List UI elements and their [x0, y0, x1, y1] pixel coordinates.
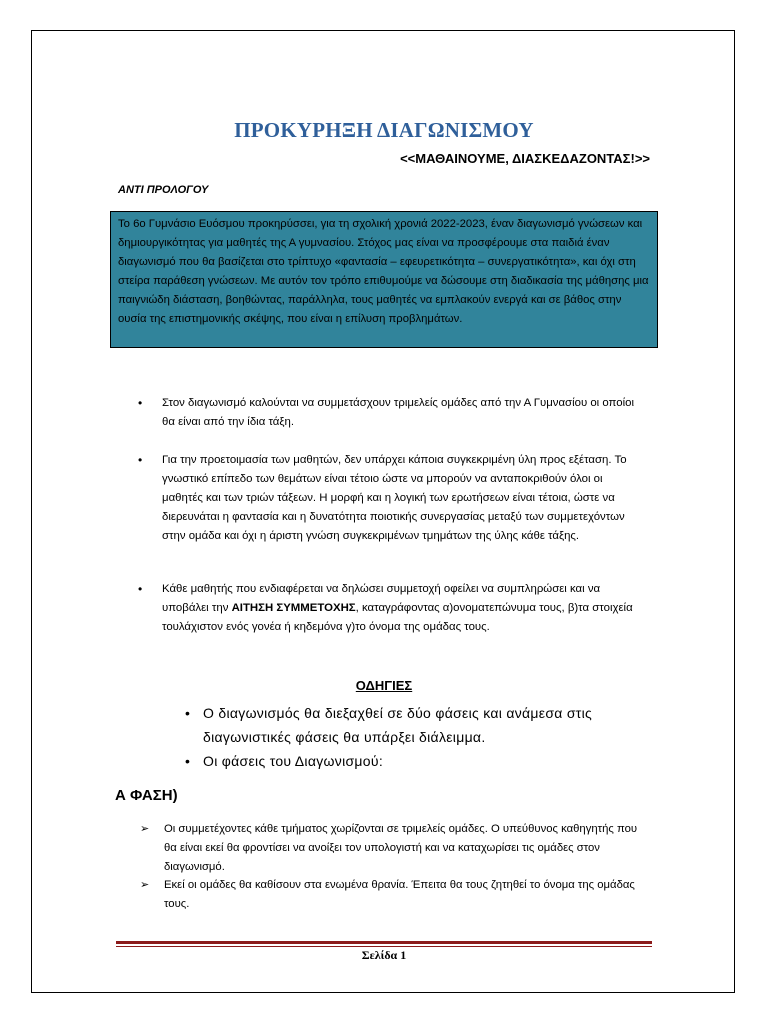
list-item-text: Ο διαγωνισμός θα διεξαχθεί σε δύο φάσεις και ανάμεσα στις διαγωνιστικές φάσεις θα υπάρξει διάλειμμα.: [203, 705, 593, 745]
instructions-list-2: [185, 749, 655, 773]
arrow-bullet-icon: ➢: [140, 879, 150, 891]
list-item: [120, 580, 640, 637]
list-item: [140, 876, 640, 914]
preface-heading: ΑΝΤΙ ΠΡΟΛΟΓΟΥ: [118, 184, 209, 196]
list-item-text: Οι φάσεις του Διαγωνισμού:: [203, 753, 384, 769]
bullet-list-3: [120, 580, 640, 637]
list-item: [185, 749, 655, 773]
list-item: [120, 451, 640, 546]
bullet-icon: •: [185, 753, 191, 769]
application-form-label: ΑΙΤΗΣΗ ΣΥΜΜΕΤΟΧΗΣ: [231, 602, 356, 614]
arrow-bullet-icon: ➢: [140, 823, 150, 835]
page-title: ΠΡΟΚΥΡΗΞΗ ΔΙΑΓΩΝΙΣΜΟΥ: [234, 118, 534, 142]
instructions-list-1: [185, 701, 655, 749]
bullet-list-1: [120, 394, 640, 432]
instructions-heading: ΟΔΗΓΙΕΣ: [355, 678, 413, 693]
list-item-text: Εκεί οι ομάδες θα καθίσουν στα ενωμένα θρανία. Έπειτα θα τους ζητηθεί το όνομα της ομάδας τους.: [164, 879, 635, 910]
phase-a-list-2: [140, 876, 640, 914]
phase-a-list-1: [140, 820, 640, 877]
intro-text-box: [110, 211, 658, 348]
bullet-icon: •: [138, 453, 143, 467]
list-item: [120, 394, 640, 432]
bullet-list-2: [120, 451, 640, 546]
list-item: [185, 701, 655, 749]
page-number: Σελίδα 1: [361, 948, 407, 962]
bullet-icon: •: [138, 396, 143, 410]
phase-a-heading: Α ΦΑΣΗ): [115, 787, 178, 804]
list-item-text: Για την προετοιμασία των μαθητών, δεν υπάρχει κάποια συγκεκριμένη ύλη προς εξέταση. Το γνωστικό επίπεδο των θεμάτων είναι τέτοιο ώστε να μπορούν να ανταποκριθούν όλοι οι μαθητές και των τριών τάξεων. Η μορφή και η λογική των ερωτήσεων είναι τέτοια, ώστε να διερευνάται η φαντασία και η δυνατότητα ποιοτικής συνεργασίας μεταξύ των συμμετεχόντων στην ομάδα και όχι η άριστη γνώση συγκεκριμένων τμημάτων της ύλης κάθε τάξης.: [162, 454, 627, 542]
page-subtitle: <<ΜΑΘΑΙΝΟΥΜΕ, ΔΙΑΣΚΕΔΑΖΟΝΤΑΣ!>>: [400, 151, 650, 166]
footer-divider: [116, 941, 652, 944]
list-item-text: [162, 583, 633, 633]
list-item-text: Στον διαγωνισμό καλούνται να συμμετάσχουν τριμελείς ομάδες από την Α Γυμνασίου οι οποίοι θα είναι από την ίδια τάξη.: [162, 397, 634, 428]
text-segment: Κάθε μαθητής που ενδιαφέρεται να δηλώσει συμμετοχή οφείλει να συμπληρώσει και να υποβάλει την: [162, 583, 601, 614]
intro-text: Το 6ο Γυμνάσιο Ευόσμου προκηρύσσει, για τη σχολική χρονιά 2022-2023, έναν διαγωνισμό γνώσεων και δημιουργικότητας για μαθητές της Α γυμνασίου. Στόχος μας είναι να προσφέρουμε στα παιδιά έναν διαγωνισμό που θα βασίζεται στο τρίπτυχο «φαντασία – εφευρετικότητα – συνεργατικότητα», και όχι στη στείρα παράθεση γνώσεων. Με αυτόν τον τρόπο επιθυμούμε να δώσουμε στη διαδικασία της μάθησης μια παιγνιώδη διάσταση, βοηθώντας, παράλληλα, τους μαθητές να εμπλακούν ενεργά και σε βάθος στην ουσία της επιστημονικής σκέψης, που είναι η επίλυση προβλημάτων.: [118, 218, 649, 326]
list-item: [140, 820, 640, 877]
bullet-icon: •: [185, 705, 191, 721]
text-segment: , καταγράφοντας α)ονοματεπώνυμα τους, β)τα στοιχεία τουλάχιστον ενός γονέα ή κηδεμόνα γ)το όνομα της ομάδας τους.: [162, 602, 633, 633]
footer-divider-thin: [116, 946, 652, 947]
list-item-text: Οι συμμετέχοντες κάθε τμήματος χωρίζονται σε τριμελείς ομάδες. Ο υπεύθυνος καθηγητής που θα είναι εκεί θα φροντίσει να ανοίξει τον υπολογιστή και να καταχωρίσει τις ομάδες στον διαγωνισμό.: [164, 823, 638, 873]
bullet-icon: •: [138, 582, 143, 596]
